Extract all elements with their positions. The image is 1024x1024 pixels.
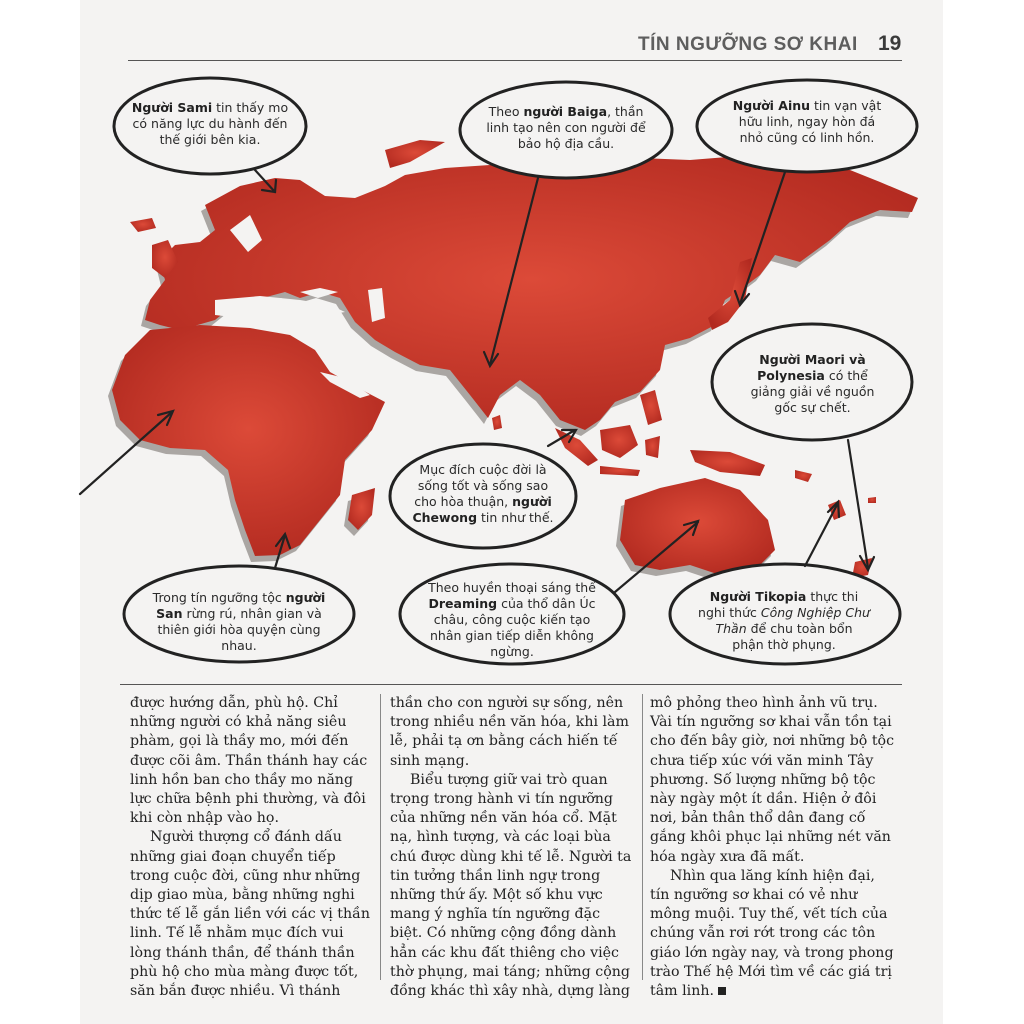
myth-name: Dreaming	[428, 596, 498, 611]
callout-tikopia: Người Tikopia thực thi nghi thức Công Nghiệp Chư Thần để chu toàn bổn phận thờ phụng.	[698, 589, 870, 652]
callout-chewong: Mục đích cuộc đời là sống tốt và sống sao cho hòa thuận, người Chewong tin như thế.	[412, 462, 554, 525]
column-divider	[642, 694, 643, 980]
body-column-2	[390, 694, 634, 1001]
people-name: Người Sami	[131, 100, 213, 115]
ritual-name: Công Nghiệp Chư Thần	[715, 605, 870, 636]
paragraph: Biểu tượng giữ vai trò quan trọng trong hành vi tín ngưỡng của những nền văn hóa cổ. Mặt nạ, hình tượng, và các loại bùa chú được dùng khi tế lễ. Người ta tin tưởng thần linh ngự trong những thứ ấy. Một số khu vực mang ý nghĩa tín ngưỡng đặc biệt. Có những cộng đồng dành hẳn các khu đất thiêng cho việc thờ phụng, mai táng; những cộng đồng khác thì xây nhà, dựng làng	[390, 771, 632, 1000]
people-name: người San	[156, 590, 326, 621]
paragraph: Nhìn qua lăng kính hiện đại, tín ngưỡng sơ khai có vẻ như mông muội. Tuy thế, vết tích của chúng vẫn rơi rớt trong các tôn giáo lớn ngày nay, và trong phong trào Thế hệ Mới tìm về các giá trị tâm linh.	[650, 867, 894, 1000]
paragraph: được hướng dẫn, phù hộ. Chỉ những người có khả năng siêu phàm, gọi là thầy mo, mới đến được cõi âm. Thần thánh hay các linh hồn ban cho thầy mo năng lực chữa bệnh phi thường, và đôi khi còn nhập vào họ.	[130, 695, 368, 827]
body-rule	[120, 684, 902, 685]
paragraph: mô phỏng theo hình ảnh vũ trụ. Vài tín ngưỡng sơ khai vẫn tồn tại cho đến bây giờ, nơi những bộ tộc chưa tiếp xúc với văn minh Tây phương. Số lượng những bộ tộc này ngày một ít dần. Hiện ở đôi nơi, bản thân thổ dân đang cố gắng khôi phục lại những nét văn hóa ngày xưa đã mất.	[650, 695, 895, 865]
pacific-island	[868, 497, 876, 503]
people-name: Người Maori và Polynesia	[757, 352, 866, 383]
africa-landmass	[112, 325, 385, 556]
australia-landmass	[620, 478, 775, 575]
sulawesi	[645, 436, 660, 458]
pacific-island	[795, 470, 812, 482]
people-name: người Baiga	[523, 104, 608, 119]
callout-san: Trong tín ngưỡng tộc người San rừng rú, nhân gian và thiên giới hòa quyện cùng nhau.	[152, 590, 326, 653]
callout-ainu: Người Ainu tin vạn vật hữu linh, ngay hòn đá nhỏ cũng có linh hồn.	[732, 98, 882, 145]
people-name: người Chewong	[412, 494, 552, 525]
chapter-title: TÍN NGƯỠNG SƠ KHAI	[638, 34, 858, 55]
java	[600, 466, 640, 476]
madagascar	[348, 488, 375, 530]
sri-lanka	[492, 415, 502, 430]
end-mark-icon	[718, 987, 726, 995]
callout-dreaming: Theo huyền thoại sáng thế Dreaming của thổ dân Úc châu, công cuộc kiến tạo nhân gian tiếp diễn không ngừng.	[428, 580, 596, 659]
callout-baiga: Theo người Baiga, thần linh tạo nên con người để bảo hộ địa cầu.	[486, 104, 646, 151]
borneo	[600, 425, 638, 458]
page-number: 19	[878, 32, 902, 55]
philippines	[640, 390, 662, 425]
people-name: Người Tikopia	[709, 589, 807, 604]
callout-maori: Người Maori và Polynesia có thể giảng giải về nguồn gốc sự chết.	[750, 352, 875, 415]
body-column-1	[130, 694, 370, 1001]
iceland	[130, 218, 156, 232]
novaya-zemlya	[385, 140, 445, 168]
new-guinea	[690, 450, 765, 476]
body-column-3	[650, 694, 896, 1001]
callout-sami: Người Sami tin thấy mo có năng lực du hành đến thế giới bên kia.	[131, 100, 289, 147]
paragraph: thần cho con người sự sống, nên trong nhiều nền văn hóa, khi làm lễ, phải tạ ơn bằng cách hiến tế sinh mạng.	[390, 695, 629, 769]
paragraph: Người thượng cổ đánh dấu những giai đoạn chuyển tiếp trong cuộc đời, cũng như những dịp giao mùa, bằng những nghi thức tế lễ gắn liền với các vị thần linh. Tế lễ nhằm mục đích vui lòng thánh thần, để thánh thần phù hộ cho mùa màng được tốt, săn bắn được nhiều. Vì thánh	[130, 829, 370, 1000]
people-name: Người Ainu	[732, 98, 811, 113]
column-divider	[380, 694, 381, 980]
